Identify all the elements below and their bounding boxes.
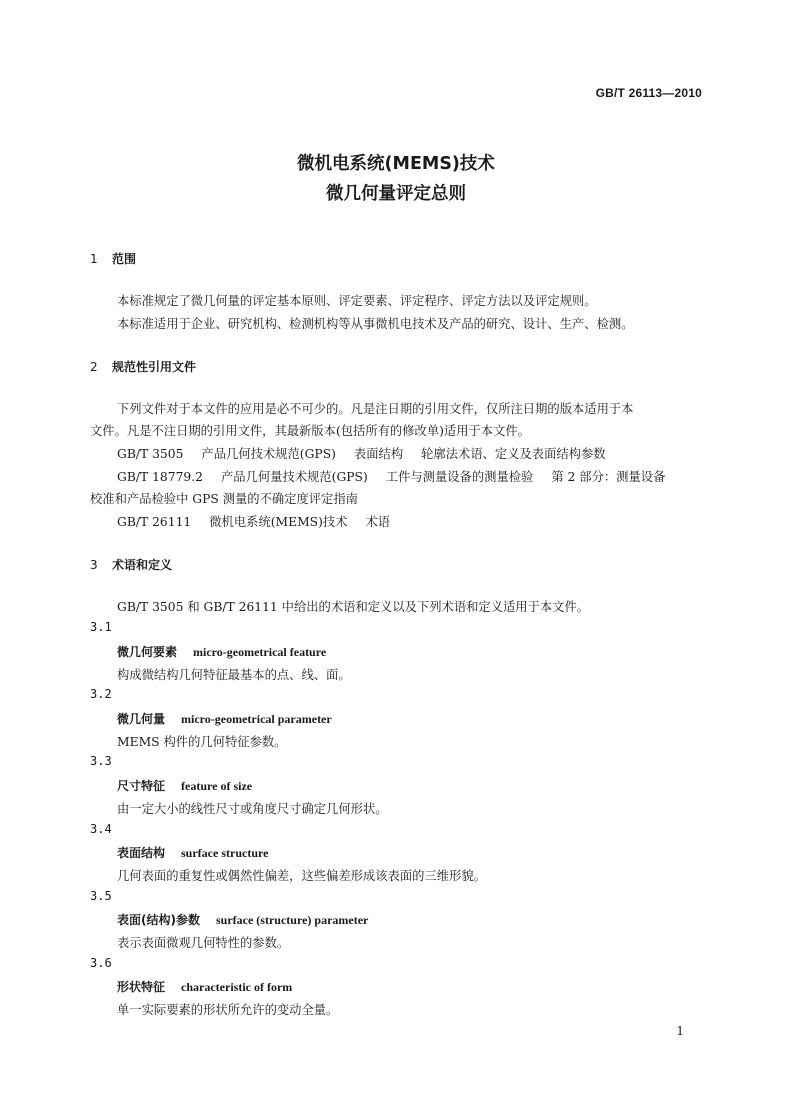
term-number: 3.5 — [90, 889, 112, 903]
term-english: characteristic of form — [181, 980, 293, 994]
section-number: 3 — [90, 558, 98, 572]
term-english: surface structure — [181, 846, 269, 860]
section-title: 规范性引用文件 — [112, 360, 197, 374]
standard-number: GB/T 26113—2010 — [595, 86, 702, 100]
term-chinese: 微几何要素 — [117, 645, 178, 659]
term-number: 3.4 — [90, 822, 112, 836]
reference-item — [117, 444, 606, 462]
term-number: 3.1 — [90, 620, 112, 634]
section-1-heading — [90, 250, 136, 267]
section-2-intro-line-2: 文件。凡是不注日期的引用文件，其最新版本(包括所有的修改单)适用于本文件。 — [90, 424, 530, 438]
term-chinese: 表面(结构)参数 — [117, 913, 200, 927]
term-number: 3.6 — [90, 956, 112, 970]
term-heading — [117, 911, 368, 928]
reference-item — [117, 467, 665, 485]
term-english: micro-geometrical feature — [193, 645, 327, 659]
reference-code: GB/T 3505 — [117, 447, 184, 461]
reference-title: 产品几何量技术规范(GPS) — [220, 470, 368, 484]
section-3-intro: GB/T 3505 和 GB/T 26111 中给出的术语和定义以及下列术语和定义适用于本文件。 — [117, 600, 590, 614]
page-number: 1 — [676, 1024, 684, 1038]
reference-title-part: 工件与测量设备的测量检验 — [385, 470, 534, 484]
term-english: micro-geometrical parameter — [181, 712, 332, 726]
reference-code: GB/T 26111 — [117, 515, 192, 529]
reference-code: GB/T 18779.2 — [117, 470, 203, 484]
term-definition: 表示表面微观几何特性的参数。 — [117, 936, 290, 950]
section-number: 2 — [90, 360, 98, 374]
reference-item — [117, 512, 390, 530]
term-heading — [117, 643, 326, 660]
section-2-intro-line-1: 下列文件对于本文件的应用是必不可少的。凡是注日期的引用文件，仅所注日期的版本适用于本 — [117, 402, 634, 416]
section-number: 1 — [90, 252, 98, 266]
reference-item-continuation: 校准和产品检验中 GPS 测量的不确定度评定指南 — [90, 492, 358, 506]
section-title: 术语和定义 — [112, 558, 173, 572]
term-english: feature of size — [181, 779, 253, 793]
term-number: 3.2 — [90, 687, 112, 701]
reference-title-part: 表面结构 — [353, 447, 404, 461]
term-definition: 构成微结构几何特征最基本的点、线、面。 — [117, 668, 351, 682]
reference-title-part: 第 2 部分：测量设备 — [551, 470, 666, 484]
term-chinese: 形状特征 — [117, 980, 166, 994]
document-title-line1: 微机电系统(MEMS)技术 — [297, 154, 495, 174]
term-definition: MEMS 构件的几何特征参数。 — [117, 735, 287, 749]
term-definition: 单一实际要素的形状所允许的变动全量。 — [117, 1003, 339, 1017]
term-english: surface (structure) parameter — [215, 913, 369, 927]
document-title-line2: 微几何量评定总则 — [326, 184, 466, 204]
reference-title: 产品几何技术规范(GPS) — [201, 447, 336, 461]
section-1-paragraph-1: 本标准规定了微几何量的评定基本原则、评定要素、评定程序、评定方法以及评定规则。 — [117, 294, 597, 308]
term-heading — [117, 978, 292, 995]
term-heading — [117, 844, 268, 861]
reference-title: 微机电系统(MEMS)技术 — [209, 515, 348, 529]
section-title: 范围 — [112, 252, 137, 266]
term-heading — [117, 777, 252, 794]
section-3-heading — [90, 556, 172, 573]
section-2-heading — [90, 358, 196, 375]
section-1-paragraph-2: 本标准适用于企业、研究机构、检测机构等从事微机电技术及产品的研究、设计、生产、检测。 — [117, 317, 634, 331]
reference-title-part: 术语 — [365, 515, 391, 529]
term-chinese: 表面结构 — [117, 846, 166, 860]
term-definition: 由一定大小的线性尺寸或角度尺寸确定几何形状。 — [117, 802, 388, 816]
term-definition: 几何表面的重复性或偶然性偏差，这些偏差形成该表面的三维形貌。 — [117, 869, 486, 883]
term-chinese: 微几何量 — [117, 712, 166, 726]
term-number: 3.3 — [90, 754, 112, 768]
reference-title-part: 轮廓法术语、定义及表面结构参数 — [421, 447, 606, 461]
term-heading — [117, 710, 332, 727]
term-chinese: 尺寸特征 — [117, 779, 166, 793]
